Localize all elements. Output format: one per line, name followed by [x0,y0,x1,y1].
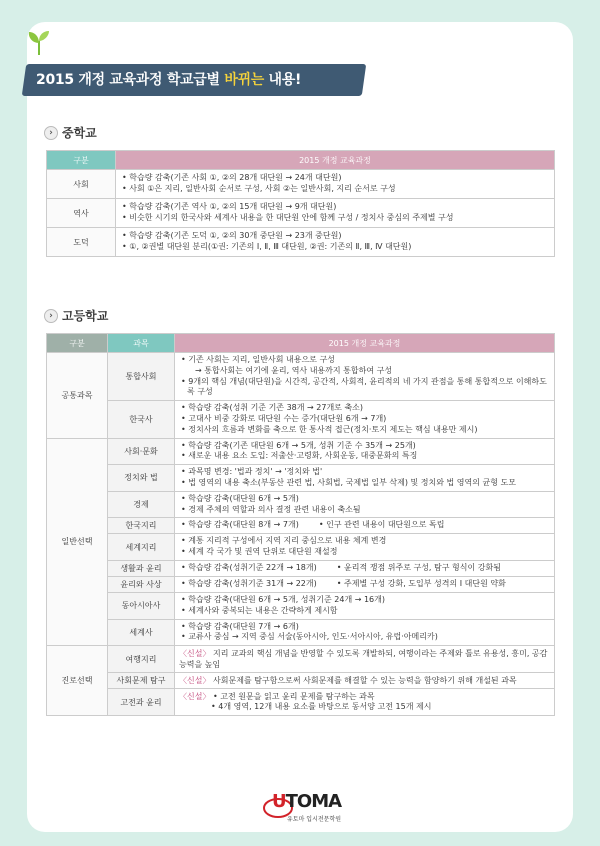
table-row: 진로선택 여행지리 〈신설〉 지리 교과의 핵심 개념을 반영할 수 있도록 개발하되, 여행이라는 주제와 틀로 유용성, 흥미, 공감 능력을 높임 [47,646,555,673]
table-row: 윤리와 사상 • 학습량 감축(성취기준 31개 → 22개) • 주제별 구성 강화, 도입부 성격의 Ⅰ 대단원 약화 [47,576,555,592]
col-header-curriculum: 2015 개정 교육과정 [175,334,555,353]
col-header-category: 구분 [47,334,108,353]
new-badge: 〈신설〉 [179,676,211,686]
new-badge: 〈신설〉 [179,692,211,702]
table-row: 역사 • 학습량 감축(기존 역사 ①, ②의 15개 대단원 → 9개 대단원) • 비슷한 시기의 한국사와 세계사 내용을 한 대단원 안에 함께 구성 / 정치사 중심의 주제별 구성 [47,199,555,228]
table-row: 세계사 • 학습량 감축(대단원 7개 → 6개) • 교류사 중심 → 지역 중심 서술(동아시아, 인도·서아시아, 유럽·아메리카) [47,619,555,646]
new-badge: 〈신설〉 [179,649,211,659]
table-row: 동아시아사 • 학습량 감축(대단원 6개 → 5개, 성취기준 24개 → 16개) • 세계사와 중복되는 내용은 간략하게 제시함 [47,592,555,619]
table-row: 고전과 윤리 〈신설〉 • 고전 원문을 읽고 윤리 문제를 탐구하는 과목 • 4개 영역, 12개 내용 요소를 바탕으로 동서양 고전 15개 제시 [47,689,555,716]
section-middle-school: › 중학교 [44,124,97,141]
table-row: 한국지리 • 학습량 감축(대단원 8개 → 7개) • 인구 관련 내용이 대단원으로 독립 [47,518,555,534]
table-row: 생활과 윤리 • 학습량 감축(성취기준 22개 → 18개) • 윤리적 쟁점 위주로 구성, 탐구 형식이 강화됨 [47,560,555,576]
table-row: 경제 • 학습량 감축(대단원 6개 → 5개) • 경제 주체의 역할과 의사 결정 관련 내용이 축소됨 [47,491,555,518]
table-row: 사회 • 학습량 감축(기존 사회 ①, ②의 28개 대단원 → 24개 대단원) • 사회 ①은 지리, 일반사회 순서로 구성, 사회 ②는 일반사회, 지리 순서로 구성 [47,170,555,199]
section-high-school: › 고등학교 [44,307,108,324]
sprout-icon [24,27,54,57]
brand-subtitle: 유토마 입시전문학원 [287,816,342,823]
col-header-subject: 과목 [108,334,175,353]
brand-logo: UTOMA [272,791,342,812]
table-row: 세계지리 • 계통 지리적 구성에서 지역 지리 중심으로 내용 체계 변경 • 세계 각 국가 및 권역 단위로 대단원 재설정 [47,534,555,561]
col-header-curriculum: 2015 개정 교육과정 [116,151,555,170]
table-row: 도덕 • 학습량 감축(기존 도덕 ①, ②의 30개 중단원 → 23개 중단원) • ①, ②권별 대단원 분리(①권: 기존의 Ⅰ, Ⅱ, Ⅲ 대단원, ②권: 기존의 Ⅱ, Ⅲ, Ⅳ 대단원) [47,228,555,257]
col-header-category: 구분 [47,151,116,170]
high-school-table [46,333,555,716]
chevron-right-icon: › [44,126,58,140]
title-highlight: 바뀌는 [224,72,264,88]
table-row: 사회문제 탐구 〈신설〉 사회문제를 탐구함으로써 사회문제를 해결할 수 있는 능력을 함양하기 위해 개설된 과목 [47,673,555,689]
chevron-right-icon: › [44,309,58,323]
table-row: 공통과목 통합사회 • 기존 사회는 지리, 일반사회 내용으로 구성 → 통합사회는 여기에 윤리, 역사 내용까지 통합하여 구성 • 9개의 핵심 개념(대단원)을 시간적, 공간적, 사회적, 윤리적의 네 가지 관점을 통해 통합적으로 이해하도록 구성 [47,353,555,401]
middle-school-table [46,150,555,257]
page-title: 2015 개정 교육과정 학교급별 바뀌는 내용! [36,72,302,88]
table-row: 정치와 법 • 과목명 변경: '법과 정치' → '정치와 법' • 법 영역의 내용 축소(부동산 관련 법, 사회법, 국제법 일부 삭제) 및 정치와 법 영역의 균형 도모 [47,465,555,492]
table-row: 일반선택 사회·문화 • 학습량 감축(기존 대단원 6개 → 5개, 성취 기준 수 35개 → 25개) • 새로운 내용 요소 도입: 저출산·고령화, 사회운동, 대중문화의 특징 [47,438,555,465]
table-row: 한국사 • 학습량 감축(성취 기준 기존 38개 → 27개로 축소) • 고대사 비중 강화로 대단원 수는 증가(대단원 6개 → 7개) • 정치사의 흐름과 변화를 축으로 한 통사적 접근(정치·토지 제도는 핵심 내용만 제시) [47,401,555,438]
